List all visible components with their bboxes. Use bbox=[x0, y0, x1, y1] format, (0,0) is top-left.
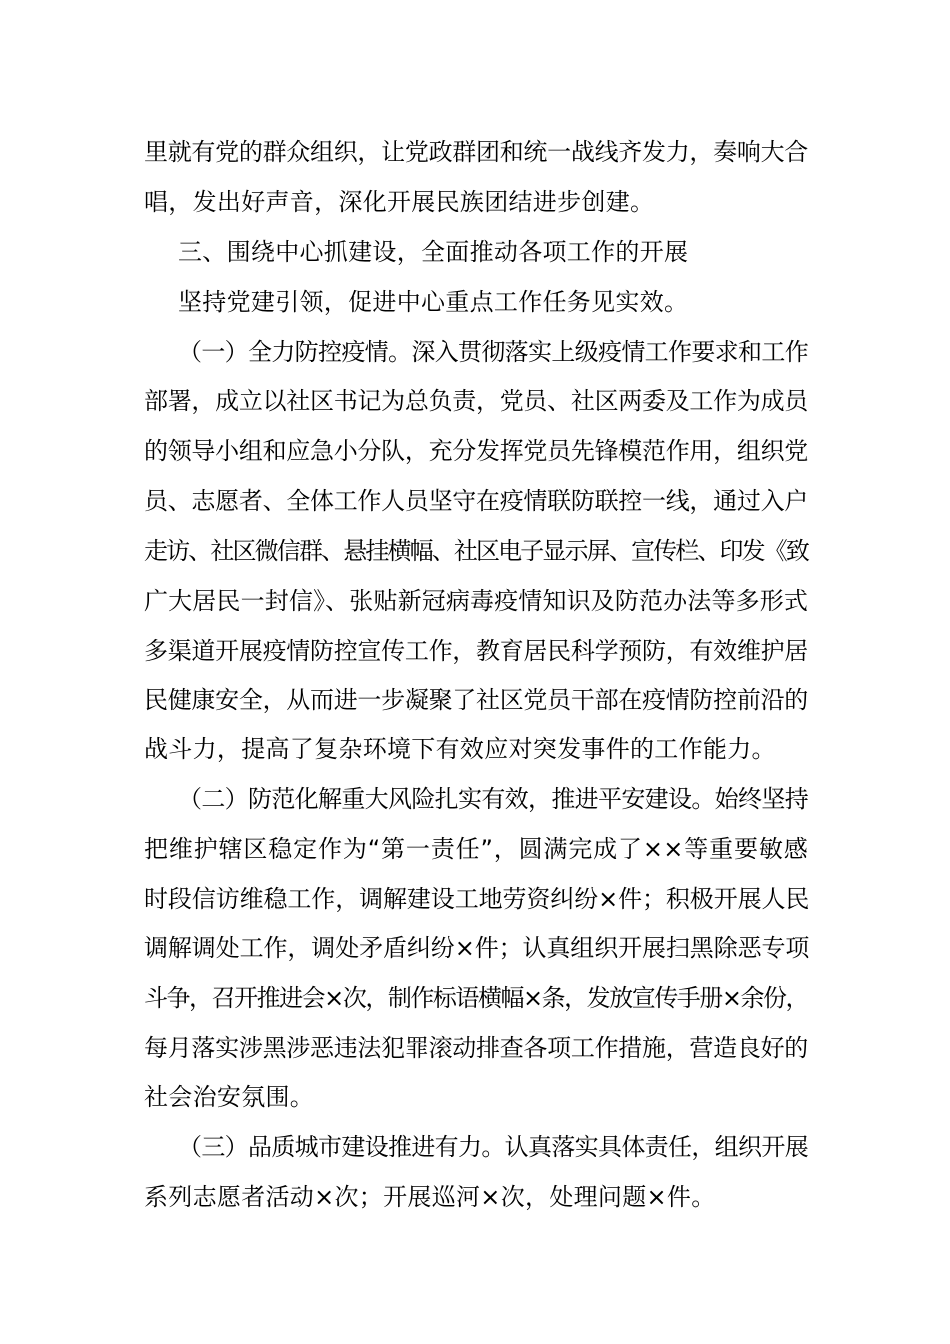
text-line: 每月落实涉黑涉恶违法犯罪滚动排查各项工作措施，营造良好的 bbox=[144, 1034, 808, 1062]
text-line: 战斗力，提高了复杂环境下有效应对突发事件的工作能力。 bbox=[144, 735, 776, 763]
text-line: 斗争，召开推进会×次，制作标语横幅×条，发放宣传手册×余份， bbox=[144, 984, 808, 1012]
text-line: 坚持党建引领，促进中心重点工作任务见实效。 bbox=[178, 288, 689, 316]
text-line: 系列志愿者活动×次；开展巡河×次，处理问题×件。 bbox=[144, 1183, 716, 1211]
text-line: 多渠道开展疫情防控宣传工作，教育居民科学预防，有效维护居 bbox=[144, 637, 808, 665]
text-line: 时段信访维稳工作，调解建设工地劳资纠纷×件；积极开展人民 bbox=[144, 885, 810, 913]
text-line: 把维护辖区稳定作为“第一责任”，圆满完成了××等重要敏感 bbox=[144, 835, 808, 863]
text-line: 广大居民一封信》、张贴新冠病毒疫情知识及防范办法等多形式 bbox=[144, 587, 808, 615]
subsection-heading: （二）防范化解重大风险扎实有效，推进平安建设。始终坚持 bbox=[178, 785, 808, 813]
text-line: 走访、社区微信群、悬挂横幅、社区电子显示屏、宣传栏、印发《致 bbox=[144, 537, 808, 565]
text-line: 部署，成立以社区书记为总负责，党员、社区两委及工作为成员 bbox=[144, 387, 808, 415]
subsection-heading: （一）全力防控疫情。深入贯彻落实上级疫情工作要求和工作 bbox=[178, 338, 808, 366]
subsection-heading: （三）品质城市建设推进有力。认真落实具体责任，组织开展 bbox=[178, 1133, 808, 1161]
text-line: 员、志愿者、全体工作人员坚守在疫情联防联控一线，通过入户 bbox=[144, 487, 808, 515]
text-line: 社会治安氛围。 bbox=[144, 1083, 315, 1111]
text-line: 的领导小组和应急小分队，充分发挥党员先锋模范作用，组织党 bbox=[144, 437, 808, 465]
text-line: 里就有党的群众组织，让党政群团和统一战线齐发力，奏响大合 bbox=[144, 138, 808, 166]
text-line: 民健康安全，从而进一步凝聚了社区党员干部在疫情防控前沿的 bbox=[144, 686, 808, 714]
text-line: 唱，发出好声音，深化开展民族团结进步创建。 bbox=[144, 188, 655, 216]
text-line: 调解调处工作，调处矛盾纠纷×件；认真组织开展扫黑除恶专项 bbox=[144, 934, 810, 962]
section-heading: 三、围绕中心抓建设，全面推动各项工作的开展 bbox=[178, 238, 689, 266]
